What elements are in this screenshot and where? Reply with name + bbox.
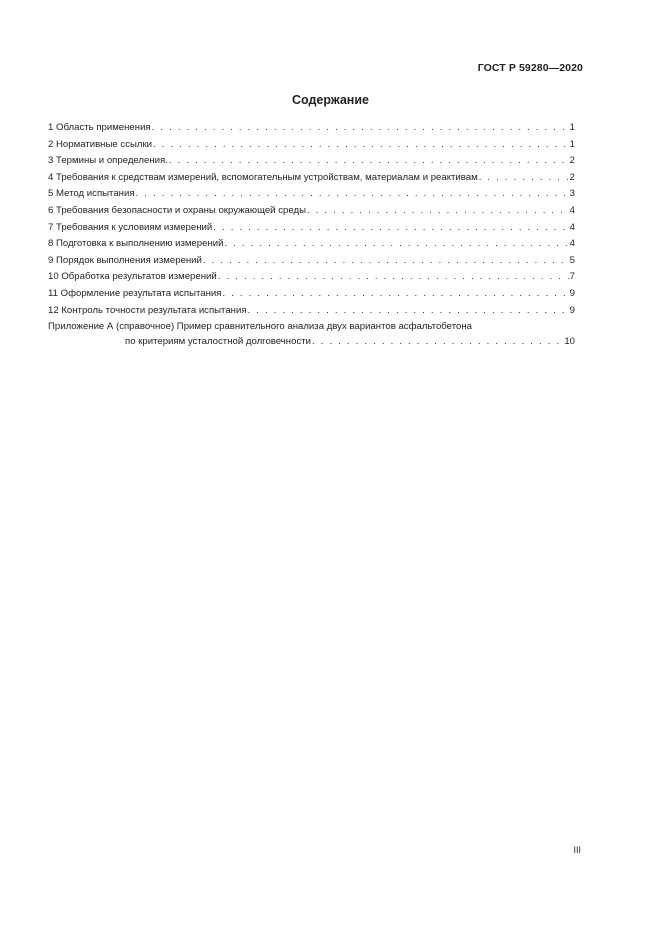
toc-entry-page: 1	[569, 138, 575, 150]
toc-title: Содержание	[291, 93, 369, 107]
toc-entry-page: 4	[569, 204, 575, 216]
dot-leader	[168, 153, 570, 170]
toc-entry-label: 7 Требования к условиям измерений	[48, 221, 213, 233]
toc-entry-label: 11 Оформление результата испытания	[48, 287, 222, 299]
dot-leader	[212, 220, 569, 237]
toc-entry-3[interactable]	[48, 153, 575, 170]
toc-appendix-line-2[interactable]	[48, 334, 575, 351]
toc-entry-2[interactable]	[48, 137, 575, 154]
dot-leader	[135, 186, 570, 203]
toc-entry-page: 5	[569, 254, 575, 266]
toc-appendix-line-1[interactable]	[48, 319, 575, 334]
dot-leader	[223, 236, 569, 253]
dot-leader	[311, 334, 564, 351]
toc-entry-1[interactable]	[48, 120, 575, 137]
toc-entry-page: 1	[569, 122, 575, 133]
toc-entry-7[interactable]	[48, 220, 575, 237]
dot-leader	[152, 137, 570, 154]
toc-entry-label: 5 Метод испытания	[48, 188, 135, 200]
toc-entry-label: 1 Область применения	[48, 122, 151, 133]
toc-entry-page: 7	[569, 271, 575, 283]
toc-entry-page: 10	[564, 335, 575, 347]
toc-entry-12[interactable]	[48, 303, 575, 320]
toc-entry-page: 3	[569, 188, 575, 200]
toc-entry-label: 9 Порядок выполнения измерений	[48, 254, 202, 266]
toc-entry-4[interactable]	[48, 170, 575, 187]
toc-entry-label: 10 Обработка результатов измерений	[48, 271, 217, 283]
toc-entry-label: 2 Нормативные ссылки	[48, 138, 153, 150]
toc-entry-9[interactable]	[48, 253, 575, 270]
toc-entry-label: 8 Подготовка к выполнению измерений	[48, 238, 224, 250]
toc-entry-page: 4	[569, 221, 575, 233]
document-id: ГОСТ Р 59280—2020	[477, 62, 583, 74]
table-of-contents	[48, 120, 575, 350]
toc-entry-page: 2	[569, 171, 575, 183]
toc-appendix-subtitle: по критериям усталостной долговечности	[125, 335, 311, 347]
toc-entry-label: 3 Термины и определения.	[48, 155, 168, 167]
dot-leader	[306, 203, 570, 220]
toc-entry-6[interactable]	[48, 203, 575, 220]
page-number: III	[573, 845, 581, 855]
dot-leader	[202, 253, 570, 270]
dot-leader	[247, 303, 570, 320]
toc-entry-5[interactable]	[48, 186, 575, 203]
dot-leader	[217, 269, 570, 286]
toc-entry-label: 4 Требования к средствам измерений, вспомогательным устройствам, материалам и реактивам	[48, 171, 478, 183]
toc-entry-page: 2	[569, 155, 575, 167]
dot-leader	[478, 170, 570, 187]
toc-appendix-title: Приложение А (справочное) Пример сравнительного анализа двух вариантов асфальтобетона	[48, 321, 472, 333]
toc-entry-8[interactable]	[48, 236, 575, 253]
dot-leader	[221, 286, 569, 303]
dot-leader	[151, 120, 570, 137]
toc-entry-label: 12 Контроль точности результата испытания	[48, 304, 247, 316]
toc-entry-page: 9	[569, 287, 575, 299]
toc-entry-page: 4	[569, 238, 575, 250]
toc-entry-page: 9	[569, 304, 575, 316]
toc-entry-10[interactable]	[48, 269, 575, 286]
toc-entry-label: 6 Требования безопасности и охраны окружающей среды	[48, 204, 306, 216]
toc-entry-11[interactable]	[48, 286, 575, 303]
